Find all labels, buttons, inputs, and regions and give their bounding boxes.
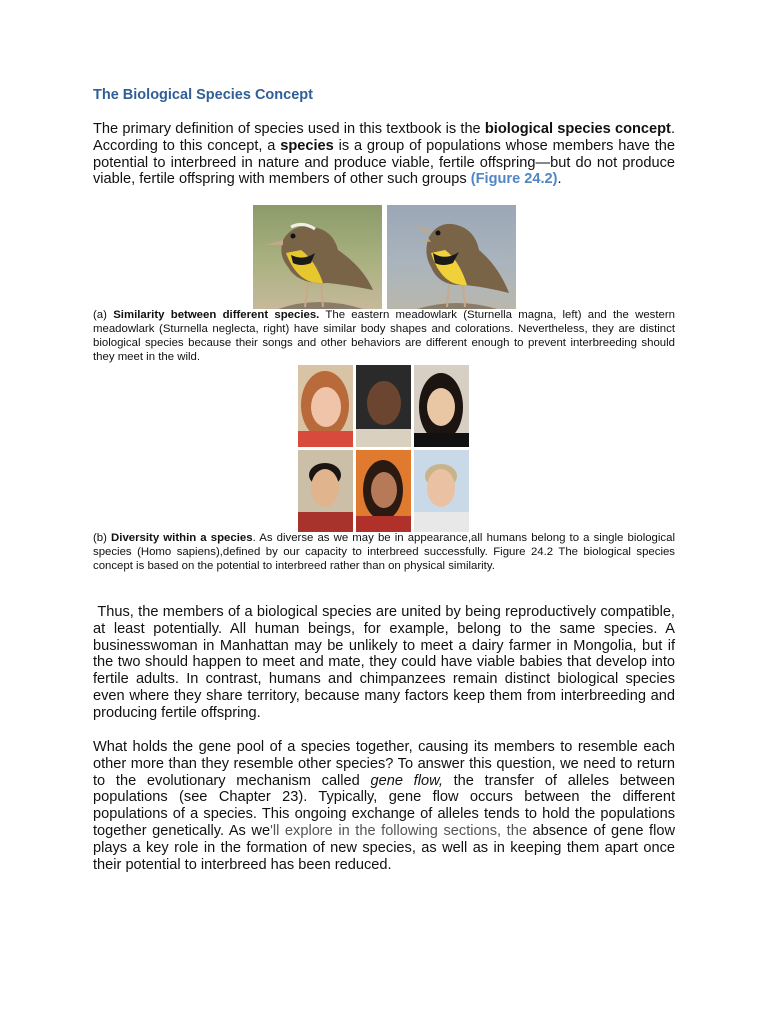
term-species: species [280,137,334,154]
term-gene-flow: gene flow, [370,772,443,789]
portrait-woman-curly-hair [298,365,353,447]
portrait-man-hand-on-chin [298,450,353,532]
gene-flow-paragraph: What holds the gene pool of a species together, causing its members to resemble each other more than they resemble other species? To answer this question, we need to return to the evolutionary mechanism called gene flow, the transfer of alleles between populations (see Chapter 23). Typically, gene flow occurs between the different populations of a species. This ongoing exchange of alleles tends to hold the populations together genetically. As we'll explore in the following sections, the absence of gene flow plays a key role in the formation of new species, as well as in keeping them apart once their potential to interbreed has been reduced. [93,739,675,873]
reproductive-compatibility-paragraph: Thus, the members of a biological species are united by being reproductively compatible, at least potentially. All human beings, for example, belong to the same species. A businesswoman in Manhattan may be unlikely to meet a dairy farmer in Mongolia, but if the two should happen to meet and mate, they could have viable babies that develop into fertile adults. In contrast, humans and chimpanzees remain distinct biological species even where they share territory, because many factors keep them from interbreeding and producing fertile offspring. [93,604,680,721]
meadowlark-figure [253,205,515,309]
eastern-meadowlark-photo [253,205,382,309]
section-title: The Biological Species Concept [93,87,313,103]
portrait-woman-dark-hair [414,365,469,447]
western-meadowlark-photo [387,205,516,309]
intro-paragraph: The primary definition of species used in this textbook is the biological species concept. According to this concept, a species is a group of populations whose members have the potential to interbreed in nature and produce viable, fertile offspring—but do not produce viable, fertile offspring with members of other such groups (Figure 24.2). [93,121,675,188]
figure-b-caption: (b) Diversity within a species. As diverse as we may be in appearance,all humans belong to a single biological species (Homo sapiens),defined by our capacity to interbreed successfully. Figure 24.2 The biological species concept is based on the potential to interbreed rather than on physical similarity. [93,532,675,572]
figure-link[interactable]: (Figure 24.2) [470,171,558,188]
term-biological-species-concept: biological species concept [484,121,671,137]
portrait-man-smiling [356,365,411,447]
figure-a-caption: (a) Similarity between different species. The eastern meadowlark (Sturnella magna, left) and the western meadowlark (Sturnella neglecta, right) have similar body shapes and colorations. Nevertheless, they are distinct biological species because their songs and other behaviors are different enough to prevent interbreeding should they meet in the wild. [93,309,675,363]
portrait-man-blond [414,450,469,532]
portrait-woman-smiling [356,450,411,532]
human-diversity-figure [298,365,470,532]
